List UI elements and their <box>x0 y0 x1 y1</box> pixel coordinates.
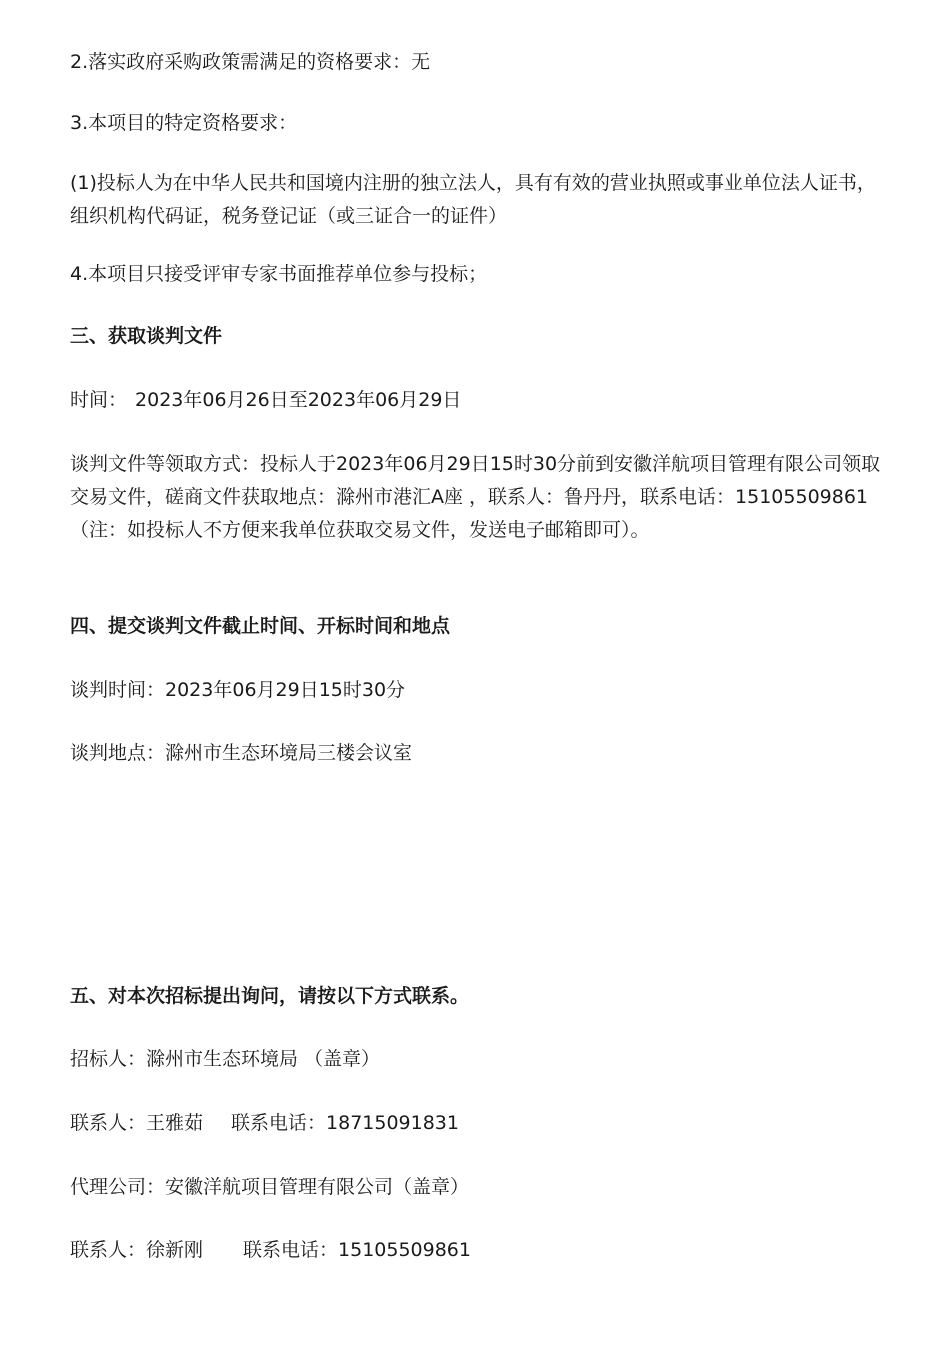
section-5-heading: 五、对本次招标提出询问，请按以下方式联系。 <box>70 985 470 1007</box>
negotiation-time: 谈判时间：2023年06月29日15时30分 <box>70 679 406 701</box>
tenderer-contact-phone: 联系电话：18715091831 <box>231 1112 459 1134</box>
acquisition-time-label: 时间： <box>70 389 128 411</box>
tenderer: 招标人：滁州市生态环境局 （盖章） <box>70 1048 381 1070</box>
tenderer-contact <box>70 1107 459 1140</box>
negotiation-place: 谈判地点：滁州市生态环境局三楼会议室 <box>70 742 413 764</box>
acquisition-method: 谈判文件等领取方式：投标人于2023年06月29日15时30分前到安徽洋航项目管理有限公司领取交易文件，磋商文件获取地点：滁州市港汇A座 ，联系人：鲁丹丹，联系电话：15105509861（注：如投标人不方便来我单位获取交易文件，发送电子邮箱即可）。 <box>70 453 881 541</box>
requirement-3: 3.本项目的特定资格要求： <box>70 112 298 134</box>
acquisition-time <box>70 384 461 417</box>
requirement-4: 4.本项目只接受评审专家书面推荐单位参与投标； <box>70 263 488 285</box>
requirement-3-item-1: (1)投标人为在中华人民共和国境内注册的独立法人，具有有效的营业执照或事业单位法人证书，组织机构代码证，税务登记证（或三证合一的证件） <box>70 172 876 227</box>
requirement-2: 2.落实政府采购政策需满足的资格要求：无 <box>70 51 431 73</box>
section-4-heading: 四、提交谈判文件截止时间、开标时间和地点 <box>70 615 451 637</box>
agency: 代理公司：安徽洋航项目管理有限公司（盖章） <box>70 1176 470 1198</box>
section-3-heading: 三、获取谈判文件 <box>70 325 223 347</box>
acquisition-time-value: 2023年06月26日至2023年06月29日 <box>135 389 462 411</box>
agency-contact-name: 联系人：徐新刚 <box>70 1239 204 1261</box>
agency-contact-phone: 联系电话：15105509861 <box>243 1239 471 1261</box>
tenderer-contact-name: 联系人：王雅茹 <box>70 1112 204 1134</box>
agency-contact <box>70 1234 471 1267</box>
